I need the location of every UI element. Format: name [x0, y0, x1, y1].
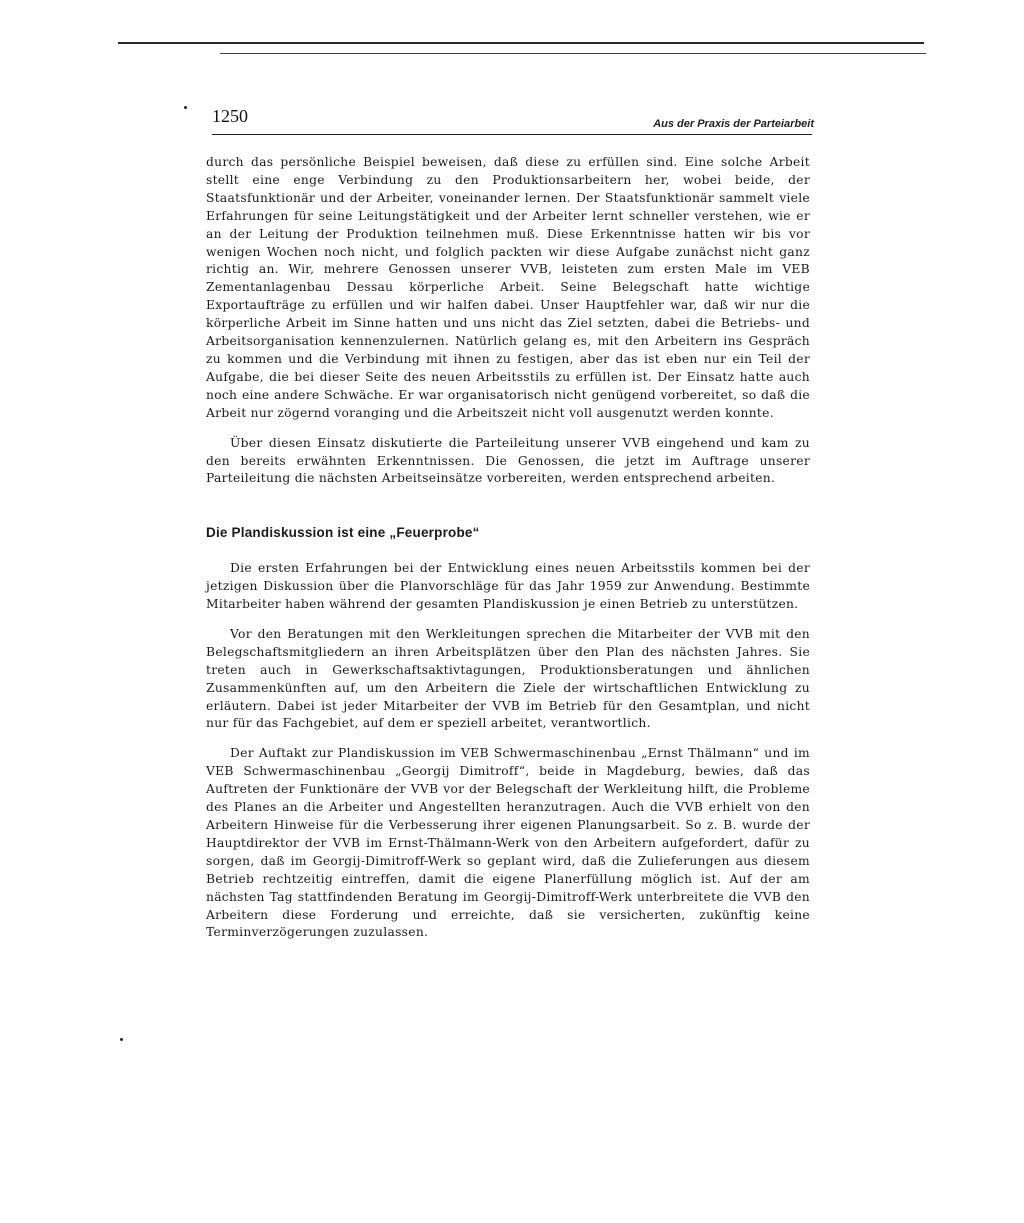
scan-edge-line-lower — [220, 53, 926, 54]
paragraph: Die ersten Erfahrungen bei der Entwicklung eines neuen Arbeitsstils kommen bei der jetzigen Diskussion über die Planvorschläge für das Jahr 1959 zur Anwendung. Bestimmte Mitarbeiter haben während der gesamten Plandiskussion je einen Betrieb zu unterstützen. — [206, 561, 810, 612]
paragraph: Über diesen Einsatz diskutierte die Parteileitung unserer VVB eingehend und kam zu den bereits erwähnten Erkenntnissen. Die Genossen, die jetzt im Auftrage unserer Parteileitung die nächsten Arbeitseinsätze vorbereiten, werden entsprechend arbeiten. — [206, 435, 810, 486]
paragraph: Vor den Beratungen mit den Werkleitungen sprechen die Mitarbeiter der VVB mit den Belegschaftsmitgliedern an ihren Arbeitsplätzen über den Plan des nächsten Jahres. Sie treten auch in Gewerkschaftsaktivtagungen, Produktionsberatungen und ähnlichen Zusammenkünften auf, um den Arbeitern die Ziele der wirtschaftlichen Entwicklung zu erläutern. Dabei ist jeder Mitarbeiter der VVB im Betrieb für den Gesamtplan, und nicht nur für das Fachgebiet, auf dem er speziell arbeitet, verantwortlich. — [206, 626, 810, 731]
paragraph: durch das persönliche Beispiel beweisen, daß diese zu erfüllen sind. Eine solche Arbeit stellt eine enge Verbindung zu den Produktionsarbeitern her, wobei beide, der Staatsfunktionär und der Arbeiter, voneinander lernen. Der Staatsfunktionär sammelt viele Erfahrungen für seine Leitungstätigkeit und der Arbeiter lernt schneller verstehen, wie er an der Leitung der Produktion teilnehmen muß. Diese Erkenntnisse hatten wir bis vor wenigen Wochen noch nicht, und folglich packten wir diese Aufgabe zunächst nicht ganz richtig an. Wir, mehrere Genossen unserer VVB, leisteten zum ersten Male im VEB Zementanlagenbau Dessau körperliche Arbeit. Seine Belegschaft hatte wichtige Exportaufträge zu erfüllen und wir halfen dabei. Unser Hauptfehler war, daß wir nur die körperliche Arbeit im Sinne hatten und uns nicht das Ziel setzten, dabei die Betriebs- und Arbeitsorganisation kennenzulernen. Natürlich gelang es, mit den Arbeitern ins Gespräch zu kommen und die Verbindung mit ihnen zu festigen, aber das ist eben nur ein Teil der Aufgabe, die bei dieser Seite des neuen Arbeitsstils zu erfüllen ist. Der Einsatz hatte auch noch eine andere Schwäche. Er war organisatorisch nicht genügend vorbereitet, so daß die Arbeit nur zögernd voranging und die Arbeitszeit nicht voll ausgenutzt werden konnte. — [206, 155, 810, 420]
article-body — [206, 154, 810, 942]
running-title: Aus der Praxis der Parteiarbeit — [653, 118, 814, 130]
header-rule — [212, 134, 812, 135]
section-heading: Die Plandiskussion ist eine „Feuerprobe“ — [206, 525, 480, 541]
scan-speck-dot — [120, 1038, 123, 1041]
page-number: 1250 — [212, 106, 248, 126]
scan-speck-dot — [184, 106, 187, 109]
scan-edge-line — [118, 42, 924, 44]
paragraph: Der Auftakt zur Plandiskussion im VEB Schwermaschinenbau „Ernst Thälmann“ und im VEB Schwermaschinenbau „Georgij Dimitroff“, beide in Magdeburg, bewies, daß das Auftreten der Funktionäre der VVB vor der Belegschaft der Werkleitung hilft, die Probleme des Planes an die Arbeiter und Angestellten heranzutragen. Auch die VVB erhielt von den Arbeitern Hinweise für die Verbesserung ihrer eigenen Planungsarbeit. So z. B. wurde der Hauptdirektor der VVB im Ernst-Thälmann-Werk von den Arbeitern aufgefordert, dafür zu sorgen, daß im Georgij-Dimitroff-Werk so geplant wird, daß die Zulieferungen aus diesem Betrieb rechtzeitig eintreffen, damit die eigene Planerfüllung möglich ist. Auf der am nächsten Tag stattfindenden Beratung im Georgij-Dimitroff-Werk unterbreitete die VVB den Arbeitern diese Forderung und erreichte, daß sie versicherten, zukünftig keine Terminverzögerungen zuzulassen. — [206, 746, 810, 940]
